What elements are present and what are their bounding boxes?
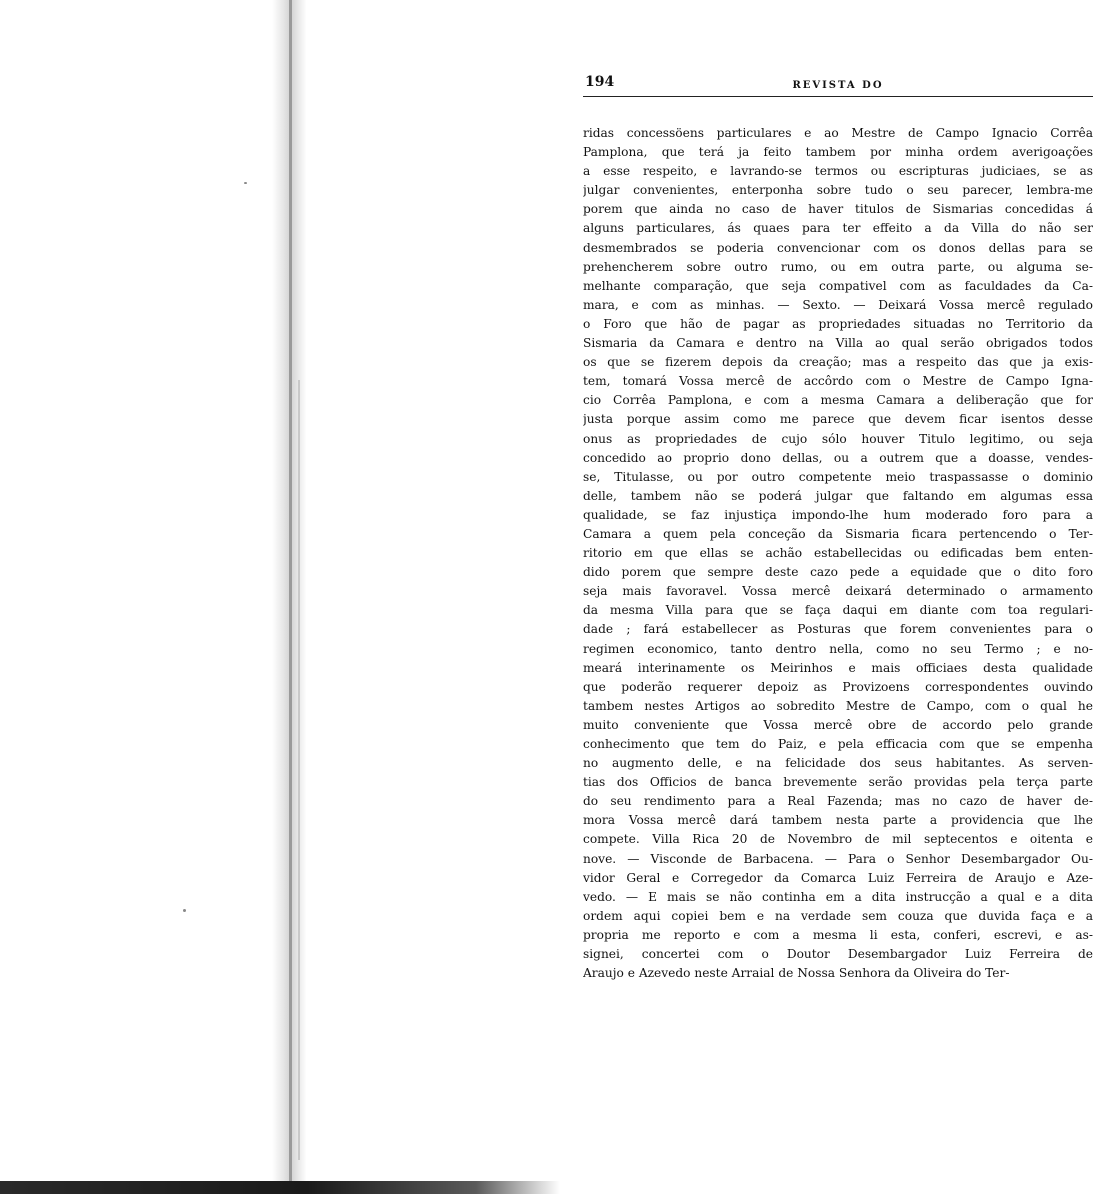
body-text: [583, 124, 1093, 983]
text-line: alguns particulares, ás quaes para ter effeito a da Villa do não ser: [583, 221, 1093, 236]
text-line: tambem nestes Artigos ao sobredito Mestre de Campo, com o qual he: [583, 698, 1093, 713]
text-line: nove. — Visconde de Barbacena. — Para o Senhor Desembargador Ou-: [583, 851, 1093, 866]
document-page: [583, 70, 1093, 983]
text-line: mara, e com as minhas. — Sexto. — Deixará Vossa mercê regulado: [583, 297, 1093, 312]
scan-bottom-band: [0, 1181, 560, 1194]
text-line: julgar convenientes, enterponha sobre tudo o seu parecer, lembra-me: [583, 183, 1093, 198]
text-line: do seu rendimento para a Real Fazenda; mas no cazo de haver de-: [583, 794, 1093, 809]
text-line: Camara a quem pela conceção da Sismaria ficara pertencendo o Ter-: [583, 526, 1093, 541]
page-header: [583, 70, 1093, 97]
scan-speck: [183, 909, 186, 912]
text-line: tias dos Officios de banca brevemente serão providas pela terça parte: [583, 775, 1093, 790]
text-line: mora Vossa mercê dará tambem nesta parte a providencia que lhe: [583, 813, 1093, 828]
text-line: ordem aqui copiei bem e na verdade sem couza que duvida faça e a: [583, 908, 1093, 923]
text-line: desmembrados se poderia convencionar com os donos dellas para se: [583, 240, 1093, 255]
text-line: prehencherem sobre outro rumo, ou em outra parte, ou alguma se-: [583, 259, 1093, 274]
text-line: conhecimento que tem do Paiz, e pela efficacia com que se empenha: [583, 737, 1093, 751]
text-line: porem que ainda no caso de haver titulos de Sismarias concedidas á: [583, 202, 1093, 217]
text-line: justa porque assim como me parece que devem ficar isentos desse: [583, 412, 1093, 427]
text-line: se, Titulasse, ou por outro competente meio traspassasse o dominio: [583, 469, 1093, 484]
text-line: ridas concessöens particulares e ao Mestre de Campo Ignacio Corrêa: [583, 126, 1093, 140]
scan-gutter-line: [289, 0, 292, 1194]
text-line: cio Corrêa Pamplona, e com a mesma Camara a deliberação que for: [583, 393, 1093, 408]
scan-gutter-line-secondary: [298, 380, 300, 1160]
text-line: o Foro que hão de pagar as propriedades situadas no Territorio da: [583, 316, 1093, 331]
page-number: 194: [585, 74, 615, 90]
text-line: dido porem que sempre deste cazo pede a equidade que o dito foro: [583, 565, 1093, 580]
running-head: REVISTA DO: [792, 80, 884, 91]
text-line: signei, concertei com o Doutor Desembargador Luiz Ferreira de: [583, 947, 1093, 962]
text-line: seja mais favoravel. Vossa mercê deixará determinado o armamento: [583, 584, 1093, 599]
text-line: a esse respeito, e lavrando-se termos ou escripturas judiciaes, se as: [583, 164, 1093, 179]
text-line: da mesma Villa para que se faça daqui em diante com toa regulari-: [583, 603, 1093, 618]
scan-speck: [244, 182, 247, 184]
text-line: Araujo e Azevedo neste Arraial de Nossa Senhora da Oliveira do Ter-: [583, 966, 1010, 981]
text-line: onus as propriedades de cujo sólo houver Titulo legitimo, ou seja: [583, 431, 1093, 446]
text-line: delle, tambem não se poderá julgar que faltando em algumas essa: [583, 488, 1093, 503]
text-line: vedo. — E mais se não continha em a dita instrucção a qual e a dita: [583, 889, 1093, 904]
text-line: muito conveniente que Vossa mercê obre de accordo pelo grande: [583, 717, 1093, 732]
text-line: os que se fizerem depois da creação; mas a respeito das que ja exis-: [583, 355, 1093, 370]
text-line: no augmento delle, e na felicidade dos seus habitantes. As serven-: [583, 756, 1093, 771]
text-line: propria me reporto e com a mesma li esta, conferi, escrevi, e as-: [583, 927, 1093, 942]
text-line: vidor Geral e Corregedor da Comarca Luiz Ferreira de Araujo e Aze-: [583, 870, 1093, 885]
text-line: qualidade, se faz injustiça impondo-lhe hum moderado foro para a: [583, 507, 1093, 522]
text-line: concedido ao proprio dono dellas, ou a outrem que a doasse, vendes-: [583, 450, 1093, 465]
text-line: que poderão requerer depoiz as Provizoens correspondentes ouvindo: [583, 679, 1093, 694]
text-line: melhante comparação, que seja compativel com as faculdades da Ca-: [583, 278, 1093, 293]
text-line: meará interinamente os Meirinhos e mais officiaes desta qualidade: [583, 660, 1093, 675]
text-line: tem, tomará Vossa mercê de accôrdo com o Mestre de Campo Igna-: [583, 374, 1093, 389]
text-line: Pamplona, que terá ja feito tambem por minha ordem averigoações: [583, 145, 1093, 160]
text-line: compete. Villa Rica 20 de Novembro de mil septecentos e oitenta e: [583, 832, 1093, 847]
text-line: Sismaria da Camara e dentro na Villa ao qual serão obrigados todos: [583, 336, 1093, 351]
text-line: dade ; fará estabellecer as Posturas que forem convenientes para o: [583, 622, 1093, 637]
text-line: ritorio em que ellas se achão estabellecidas ou edificadas bem enten-: [583, 546, 1093, 561]
text-line: regimen economico, tanto dentro nella, como no seu Termo ; e no-: [583, 641, 1093, 656]
